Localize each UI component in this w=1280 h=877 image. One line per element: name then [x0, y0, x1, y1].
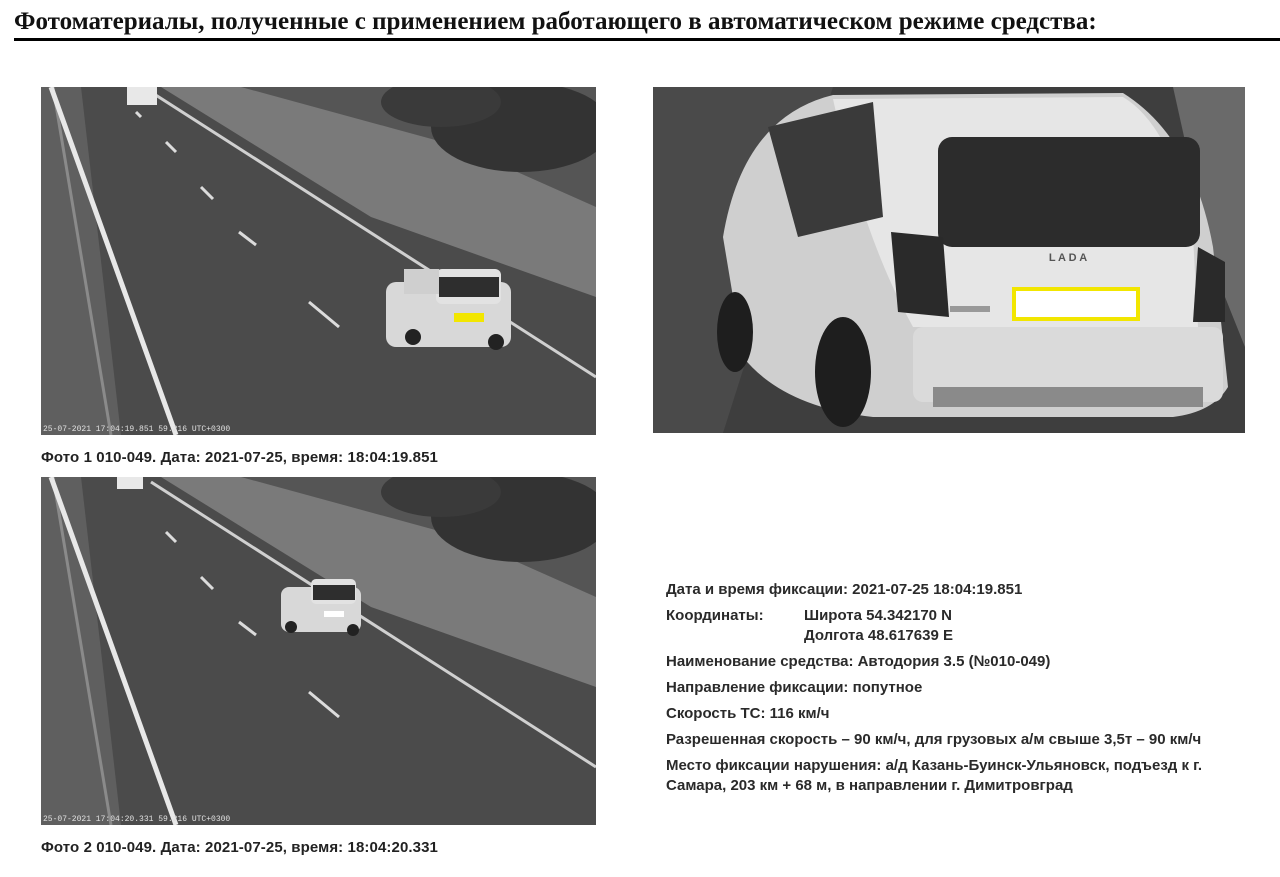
svg-text:L A D A: L A D A — [1048, 252, 1088, 264]
info-datetime: Дата и время фиксации: 2021-07-25 18:04:19.851 — [666, 581, 1023, 598]
svg-text:25-07-2021 17:04:20.331 59.216: 25-07-2021 17:04:20.331 59.216 UTC+0300 — [43, 815, 231, 824]
coords-lon: Долгота 48.617639 E — [804, 627, 953, 644]
info-allowed-speed: Разрешенная скорость – 90 км/ч, для грузовых а/м свыше 3,5т – 90 км/ч — [666, 731, 1202, 748]
info-device: Наименование средства: Автодория 3.5 (№010-049) — [666, 653, 1051, 670]
info-direction: Направление фиксации: попутное — [666, 679, 923, 696]
page-title: Фотоматериалы, полученные с применением работающего в автоматическом режиме средства: — [14, 8, 1097, 35]
coords-label: Координаты: — [666, 607, 764, 624]
photo-1-caption: Фото 1 010-049. Дата: 2021-07-25, время: 18:04:19.851 — [41, 449, 438, 466]
info-speed: Скорость ТС: 116 км/ч — [666, 705, 830, 722]
coords-lat: Широта 54.342170 N — [804, 607, 953, 624]
car-2 — [281, 579, 361, 636]
photo-closeup — [653, 87, 1245, 433]
car-1 — [386, 269, 511, 350]
info-place: Место фиксации нарушения: а/д Казань-Буинск-Ульяновск, подъезд к г. Самара, 203 км + 68 м, в направлении г. Димитровград — [666, 757, 1203, 794]
photo-2-caption: Фото 2 010-049. Дата: 2021-07-25, время: 18:04:20.331 — [41, 839, 438, 856]
svg-text:25-07-2021 17:04:19.851 59.216: 25-07-2021 17:04:19.851 59.216 UTC+0300 — [43, 425, 231, 434]
info-coordinates — [666, 606, 1256, 646]
title-underline — [14, 38, 1280, 41]
photo-1 — [41, 87, 596, 435]
photo-2 — [41, 477, 596, 825]
violation-info — [666, 580, 1256, 802]
